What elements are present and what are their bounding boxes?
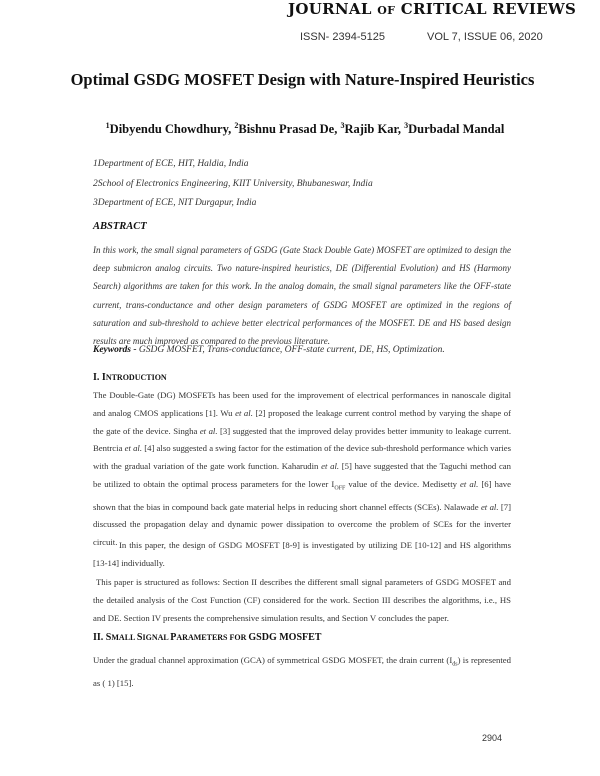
body-paragraph: Under the gradual channel approximation (GCA) of symmetrical GSDG MOSFET, the drain current $(I_{ds})$ is represented as ( 1) [15]. — [93, 655, 511, 688]
keywords-label: Keywords - — [93, 345, 137, 355]
journal-name: JOURNAL OF CRITICAL REVIEWS — [288, 0, 577, 18]
section-heading-introduction: I. INTRODUCTION — [93, 372, 167, 383]
author-name: Dibyendu Chowdhury — [109, 122, 229, 137]
intro-paragraph: The Double-Gate (DG) MOSFETs has been used for the improvement of electrical performances in nanoscale digital and analog CMOS applications [1]. Wu et al. [2] proposed the leakage current control method by varying the shape of the gate of the device. Singha et al. [3] suggested that the improved delay provides better immunity to leakage current. Bentrcia et al. [4] also suggested a swing factor for the estimation of the device sub-threshold performance which varies with the gradual variation of the gate work function. Kaharudin et al. [5] have suggested that the Taguchi method can be utilized to obtain the optimal process parameters for the lower $I_{OFF}$ value of the device. Medisetty et al. [6] have shown that the bias in compound back gate material helps in reducing short channel effects (SCEs). Nalawade et al. [7] discussed the propagation delay and dynamic power dissipation to overcome the problem of SCEs for the inverter circuit. — [93, 390, 512, 548]
abstract-text: In this work, the small signal parameters of GSDG (Gate Stack Double Gate) MOSFET are optimized to design the deep submicron analog circuits. Two nature-inspired heuristics, DE (Differential Evolution) and HS (Harmony Search) algorithms are taken for this work. In the analog domain, the small signal parameters like the OFF-state current, trans-conductance and other design parameters of GSDG MOSFET are optimized in the regions of saturation and sub-threshold to achieve better electrical performances of the MOSFET. DE and HS based design results are much improved as compared to the previous literature. — [93, 245, 511, 347]
keywords: Keywords - GSDG MOSFET, Trans-conductance, OFF-state current, DE, HS, Optimization. — [93, 345, 445, 355]
section-heading-small-signal: II. SMALL SIGNAL PARAMETERS FOR GSDG MOSFET — [93, 632, 322, 643]
paper-title: Optimal GSDG MOSFET Design with Nature-Inspired Heuristics — [70, 70, 535, 89]
journal-volume: VOL 7, ISSUE 06, 2020 — [427, 31, 543, 43]
abstract-heading: ABSTRACT — [93, 221, 147, 232]
affiliation: 1Department of ECE, HIT, Haldia, India — [93, 159, 249, 169]
author-name: Bishnu Prasad De — [238, 122, 335, 137]
author-name: Durbadal Mandal — [408, 122, 505, 137]
page-number: 2904 — [482, 733, 503, 743]
author-name: Rajib Kar — [344, 122, 398, 137]
journal-issn: ISSN- 2394-5125 — [300, 31, 385, 43]
body-paragraph: In this paper, the design of GSDG MOSFET [8-9] is investigated by utilizing DE [10-12] and HS algorithms [13-14] individually. — [93, 540, 511, 568]
affiliation: 3Department of ECE, NIT Durgapur, India — [93, 198, 257, 208]
body-paragraph: This paper is structured as follows: Section II describes the different small signal parameters of GSDG MOSFET and the detailed analysis of the Cost Function (CF) considered for the work. Section III describes the algorithms, i.e., HS and DE. Section IV presents the comprehensive simulation results, and Section V concludes the paper. — [93, 577, 511, 623]
author-list: $^1$Dibyendu Chowdhury, $^2$Bishnu Prasad De, $^3$Rajib Kar, $^3$Durbadal Mandal — [105, 121, 505, 137]
affiliation: 2School of Electronics Engineering, KIIT University, Bhubaneswar, India — [93, 179, 373, 189]
